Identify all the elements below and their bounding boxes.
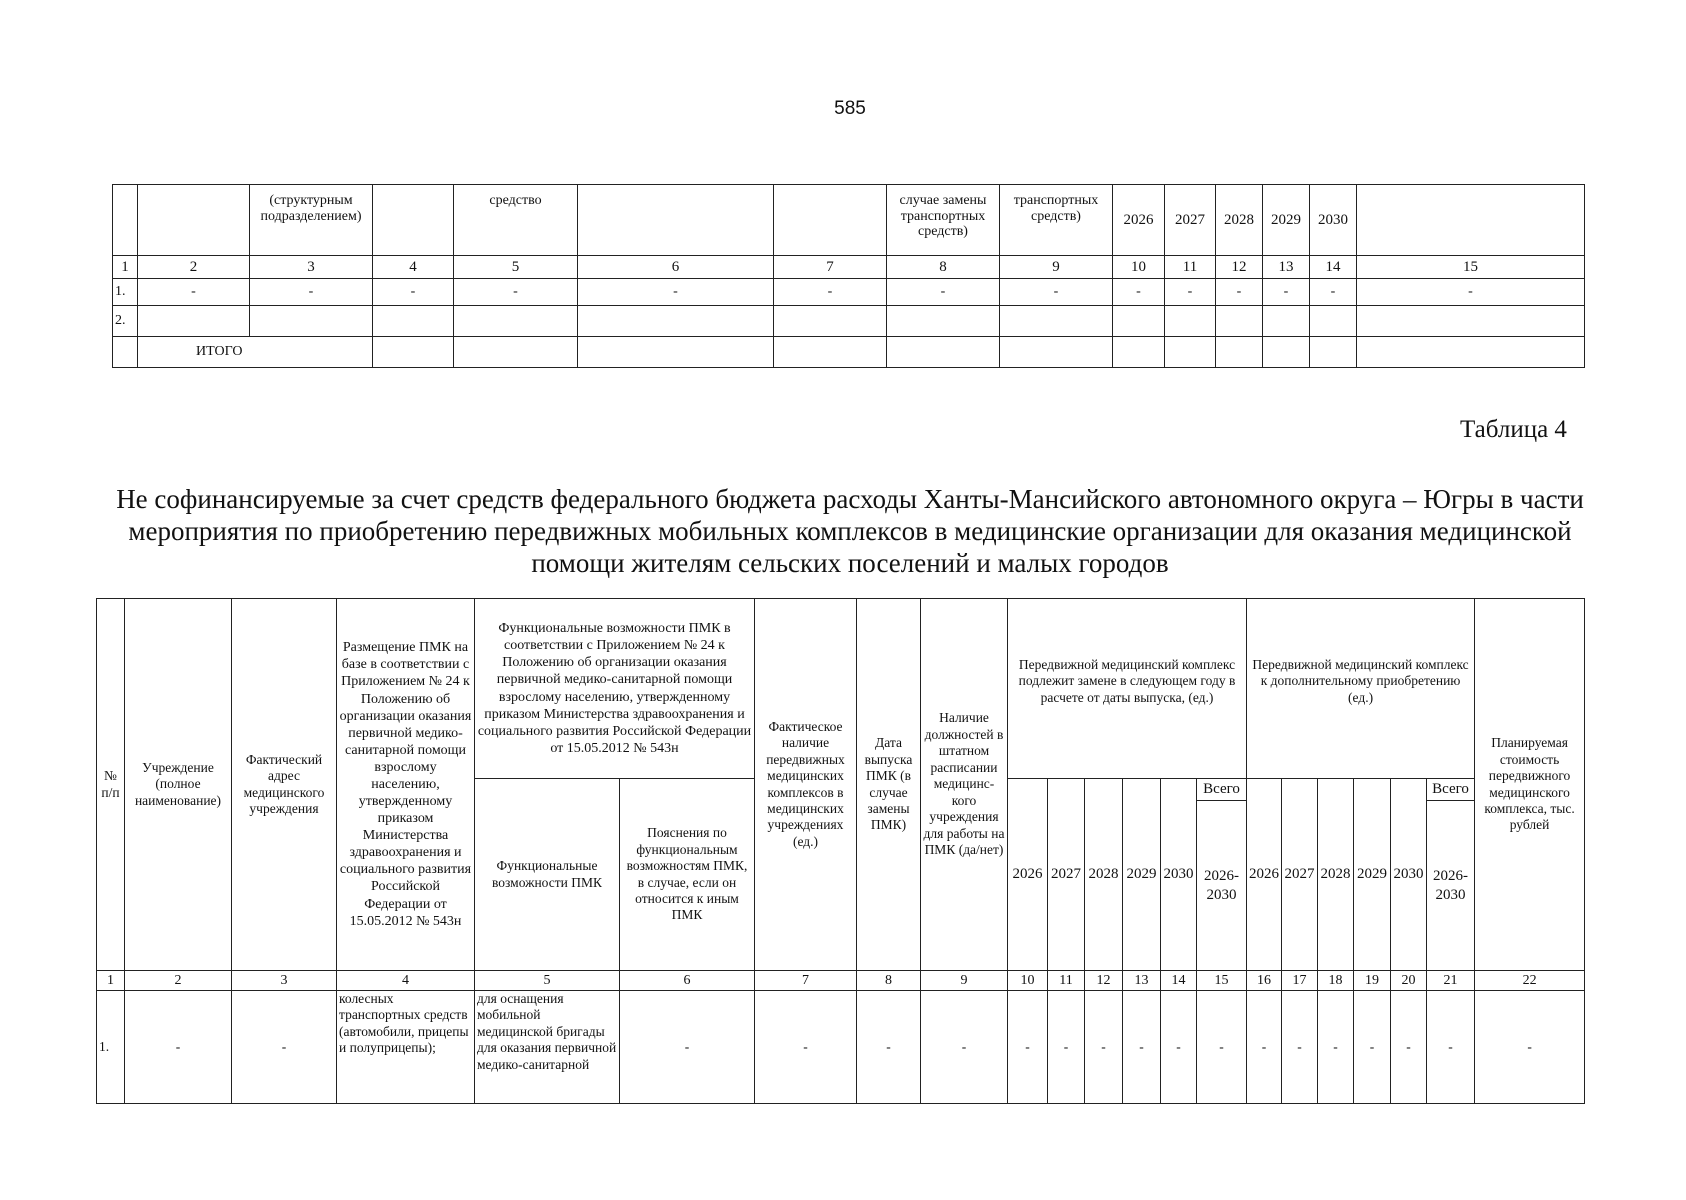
header-functional: Функциональные возможности ПМК [475,779,620,971]
table-cell: - [1000,279,1113,306]
table-cell: - [887,279,1000,306]
column-number-row [97,971,1585,991]
total-row [113,337,1585,368]
table-row [113,279,1585,306]
column-number: 2 [138,256,250,279]
header-actual: Фактическое наличие передвижных медицинских комплексов в медицинских учреждениях (ед.) [755,599,857,971]
column-number: 13 [1123,971,1161,991]
column-number: 7 [755,971,857,991]
table-cell: - [232,991,337,1104]
header-additional-group: Передвижной медицинский комплекс к дополнительному приобретению (ед.) [1247,599,1475,779]
year-cell: 2029 [1354,779,1391,971]
period-cell: 2026-2030 [1427,801,1475,971]
year-cell: 2027 [1165,185,1216,256]
header-placement: Размещение ПМК на базе в соответствии с Приложением № 24 к Положению об организации оказания первичной медико-санитарной помощи взрослому населению, утвержденному приказом Министерства здравоохранения и социального развития Российской Федерации от 15.05.2012 № 543н [337,599,475,971]
year-cell: 2030 [1391,779,1427,971]
placement-cell: колесных транспортных средств (автомобили, прицепы и полуприцепы); [337,991,475,1104]
column-number: 5 [475,971,620,991]
column-number: 3 [250,256,373,279]
table-label: Таблица 4 [1460,416,1567,443]
column-number: 6 [578,256,774,279]
table-title: Не софинансируемые за счет средств федерального бюджета расходы Ханты-Мансийского автономного округа – Югры в части мероприятия по приобретению передвижных мобильных комплексов в медицинские организации для оказания медицинской помощи жителям сельских поселений и малых городов [116,484,1584,578]
year-cell: 2028 [1318,779,1354,971]
table-cell [1357,185,1585,256]
table-cell: - [620,991,755,1104]
table-cell [774,185,887,256]
column-number: 8 [887,256,1000,279]
column-number: 18 [1318,971,1354,991]
table-cell [113,185,138,256]
column-number: 21 [1427,971,1475,991]
column-number: 14 [1310,256,1357,279]
table-cell: - [138,279,250,306]
table-cell: - [1048,991,1085,1104]
year-cell: 2030 [1161,779,1197,971]
table-cell: - [1282,991,1318,1104]
table-cell: - [578,279,774,306]
table-4 [96,598,1585,1104]
column-number: 11 [1165,256,1216,279]
year-cell: 2026 [1113,185,1165,256]
header-cost: Планируемая стоимость передвижного медицинского комплекса, тыс. рублей [1475,599,1585,971]
total-label: Всего [1427,779,1475,801]
year-cell: 2029 [1123,779,1161,971]
column-number: 12 [1216,256,1263,279]
column-number: 4 [337,971,475,991]
table-cell: - [1263,279,1310,306]
column-number: 13 [1263,256,1310,279]
header-institution: Учреждение (полное наименование) [125,599,232,971]
column-number: 2 [125,971,232,991]
table-cell: - [1197,991,1247,1104]
column-number: 7 [774,256,887,279]
table-cell: - [1161,991,1197,1104]
row-number: 1. [97,991,125,1104]
column-number: 16 [1247,971,1282,991]
table-cell: - [774,279,887,306]
column-number: 8 [857,971,921,991]
table-cell: транспортных средств) [1000,185,1113,256]
column-number: 22 [1475,971,1585,991]
table-cell: - [1008,991,1048,1104]
table-cell [138,185,250,256]
header-functional-group: Функциональные возможности ПМК в соответствии с Приложением № 24 к Положению об организации оказания первичной медико-санитарной помощи взрослому населению, утвержденному приказом Министерства здравоохранения и социального развития Российской Федерации от 15.05.2012 № 543н [475,599,755,779]
header-address: Фактический адрес медицинского учреждения [232,599,337,971]
column-number: 15 [1197,971,1247,991]
column-number: 11 [1048,971,1085,991]
column-number: 10 [1008,971,1048,991]
table-cell: - [1123,991,1161,1104]
table-cell: - [1085,991,1123,1104]
table-cell: - [857,991,921,1104]
header-replacement-group: Передвижной медицинский комплекс подлежит замене в следующем году в расчете от даты выпуска, (ед.) [1008,599,1247,779]
table-cell: - [125,991,232,1104]
table-3-continuation [112,184,1585,368]
table-row [113,306,1585,337]
table-cell: - [1165,279,1216,306]
year-cell: 2030 [1310,185,1357,256]
column-number: 3 [232,971,337,991]
table-cell: случае замены транспортных средств) [887,185,1000,256]
table-cell: - [921,991,1008,1104]
header-staff: Наличие должностей в штатном расписании медицинс-кого учреждения для работы на ПМК (да/нет) [921,599,1008,971]
column-number: 10 [1113,256,1165,279]
column-number: 20 [1391,971,1427,991]
column-number: 19 [1354,971,1391,991]
column-number: 9 [921,971,1008,991]
table-cell: средство [454,185,578,256]
functional-cell: для оснащения мобильной медицинской бригады для оказания первичной медико-санитарной [475,991,620,1104]
column-number: 1 [113,256,138,279]
column-number: 9 [1000,256,1113,279]
table-cell: - [1310,279,1357,306]
table-header-row [113,185,1585,256]
period-cell: 2026-2030 [1197,801,1247,971]
table-cell: - [1216,279,1263,306]
column-number: 12 [1085,971,1123,991]
table-cell: - [1354,991,1391,1104]
table-cell: - [1247,991,1282,1104]
table-cell: - [1391,991,1427,1104]
column-number: 14 [1161,971,1197,991]
total-label: ИТОГО [138,337,373,368]
header-num: № п/п [97,599,125,971]
table-row [97,991,1585,1104]
table-cell: - [1357,279,1585,306]
table-cell: (структурным подразделением) [250,185,373,256]
year-cell: 2026 [1247,779,1282,971]
total-label: Всего [1197,779,1247,801]
table-cell: - [454,279,578,306]
year-cell: 2026 [1008,779,1048,971]
table-cell [578,185,774,256]
table-cell: - [373,279,454,306]
column-number: 4 [373,256,454,279]
table-cell: - [755,991,857,1104]
table-cell: - [1318,991,1354,1104]
column-number: 5 [454,256,578,279]
year-cell: 2028 [1085,779,1123,971]
table-cell: - [1475,991,1585,1104]
table-cell: - [250,279,373,306]
column-number: 6 [620,971,755,991]
year-cell: 2027 [1048,779,1085,971]
column-number: 15 [1357,256,1585,279]
row-number: 1. [113,279,138,306]
row-number: 2. [113,306,138,337]
header-explanation: Пояснения по функциональным возможностям ПМК, в случае, если он относится к иным ПМК [620,779,755,971]
table-cell: - [1113,279,1165,306]
column-number: 17 [1282,971,1318,991]
table-cell: - [1427,991,1475,1104]
year-cell: 2027 [1282,779,1318,971]
year-cell: 2028 [1216,185,1263,256]
table-cell [373,185,454,256]
header-release-date: Дата выпуска ПМК (в случае замены ПМК) [857,599,921,971]
page-number: 585 [834,98,866,119]
column-number-row [113,256,1585,279]
column-number: 1 [97,971,125,991]
year-cell: 2029 [1263,185,1310,256]
